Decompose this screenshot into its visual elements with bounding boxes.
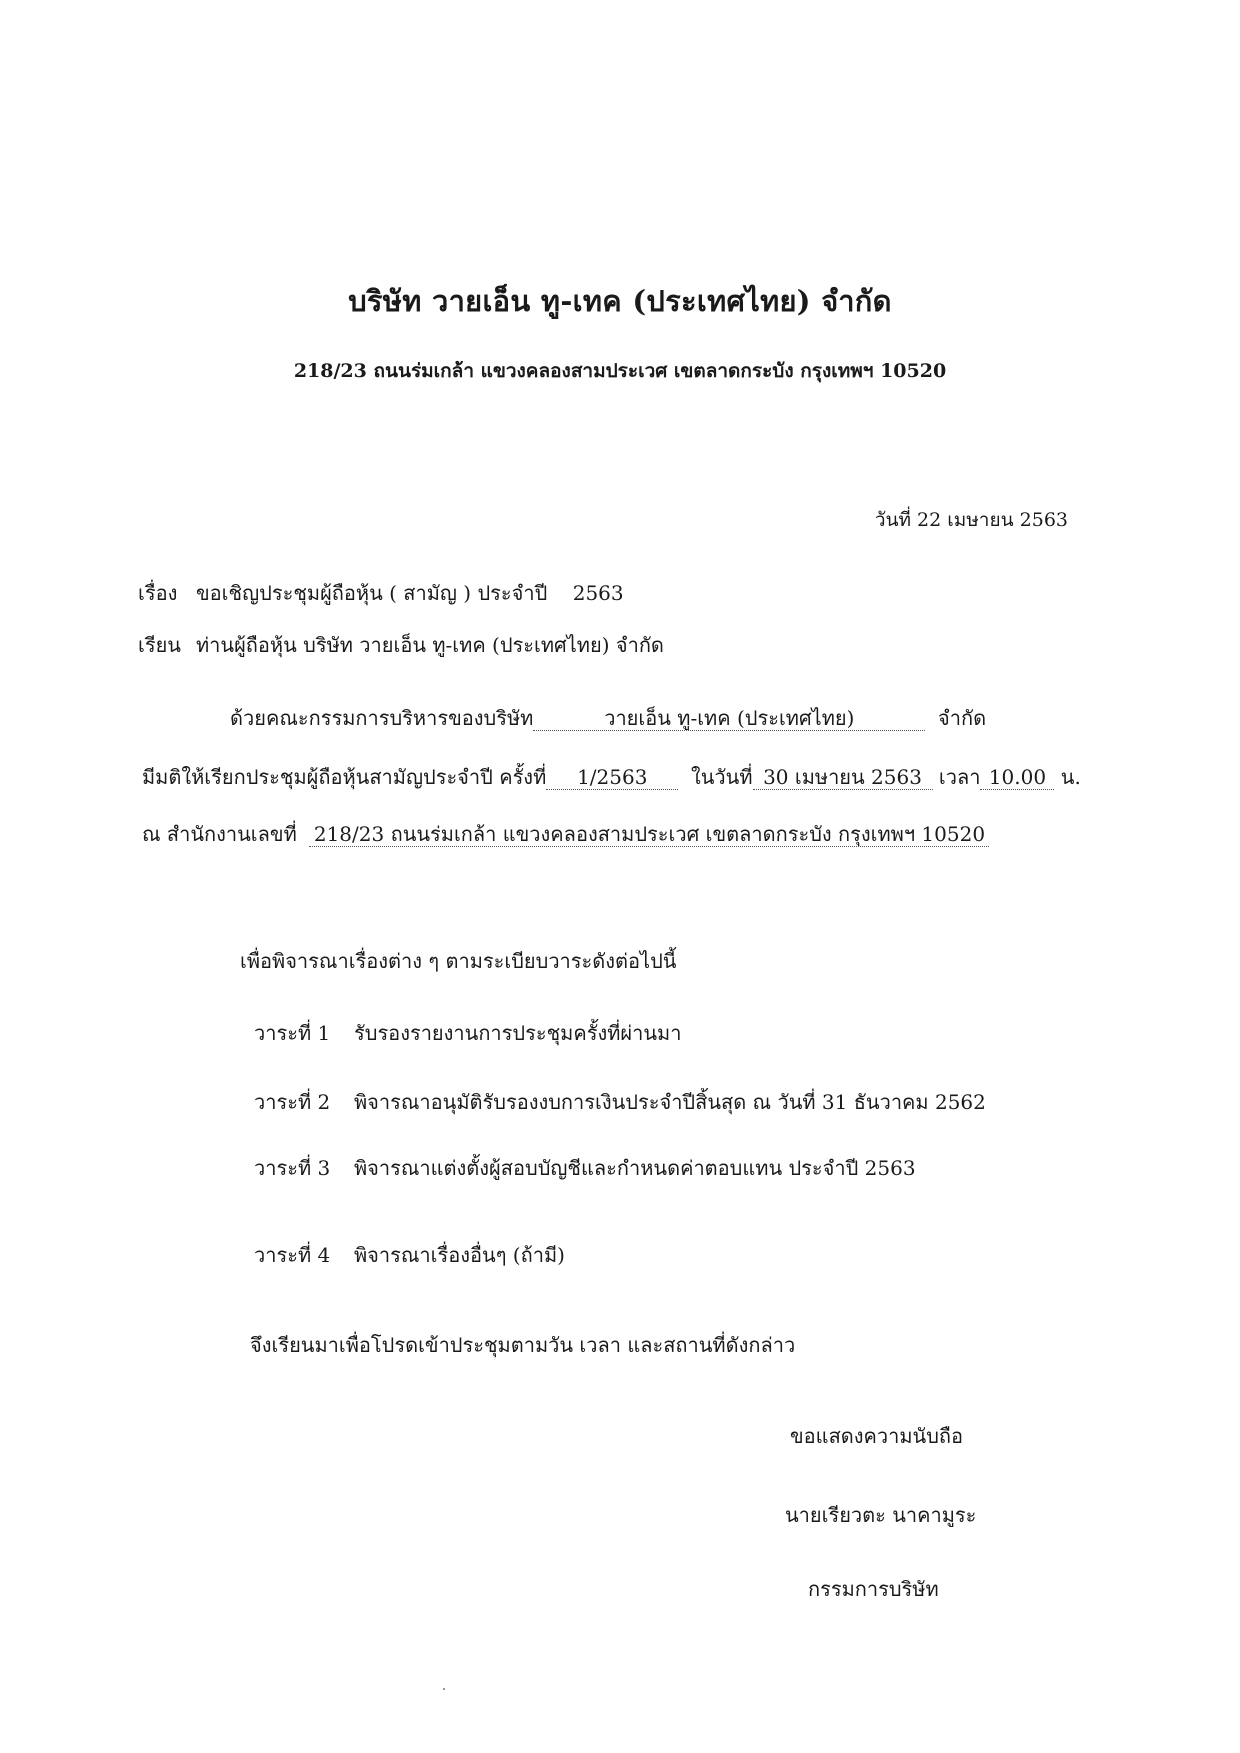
body-line-meeting [142, 761, 1081, 793]
meeting-date-field: 30 เมษายน 2563 [753, 766, 933, 790]
agenda-item [254, 1017, 681, 1049]
agenda-text: พิจารณาอนุมัติรับรองงบการเงินประจำปีสิ้นสุด ณ วันที่ 31 ธันวาคม 2562 [354, 1090, 986, 1114]
agenda-number: วาระที่ 2 [254, 1090, 331, 1114]
agenda-intro: เพื่อพิจารณาเรื่องต่าง ๆ ตามระเบียบวาระดังต่อไปนี้ [240, 949, 677, 973]
subject-text: ขอเชิญประชุมผู้ถือหุ้น ( สามัญ ) ประจำปี [196, 581, 548, 605]
recipient-label: เรียน [138, 633, 181, 657]
agenda-number: วาระที่ 4 [254, 1243, 331, 1267]
body-line-venue [142, 818, 989, 850]
company-name-heading: บริษัท วายเอ็น ทู-เทค (ประเทศไทย) จำกัด [348, 284, 892, 318]
agenda-number: วาระที่ 1 [254, 1021, 331, 1045]
body-line-board [230, 702, 986, 734]
agenda-item [254, 1152, 916, 1184]
meeting-time-field: 10.00 [980, 766, 1054, 790]
agenda-number: วาระที่ 3 [254, 1156, 331, 1180]
agenda-item [254, 1239, 565, 1271]
venue-field: 218/23 ถนนร่มเกล้า แขวงคลองสามประเวศ เขตลาดกระบัง กรุงเทพฯ 10520 [309, 823, 989, 847]
closing-paragraph: จึงเรียนมาเพื่อโปรดเข้าประชุมตามวัน เวลา และสถานที่ดังกล่าว [250, 1333, 796, 1357]
recipient-line [138, 629, 664, 661]
time-unit: น. [1060, 765, 1081, 789]
signatory-title: กรรมการบริษัท [808, 1577, 939, 1601]
subject-year: 2563 [572, 581, 624, 605]
line3-prefix: ณ สำนักงานเลขที่ [142, 822, 297, 846]
agenda-text: พิจารณาแต่งตั้งผู้สอบบัญชีและกำหนดค่าตอบแทน ประจำปี 2563 [354, 1156, 916, 1180]
on-date-label: ในวันที่ [690, 765, 753, 789]
meeting-no-field: 1/2563 [546, 766, 678, 790]
line2-prefix: มีมติให้เรียกประชุมผู้ถือหุ้นสามัญประจำปี ครั้งที่ [142, 765, 547, 789]
agenda-item [254, 1086, 986, 1118]
subject-line [138, 577, 624, 609]
signatory-name: นายเรียวตะ นาคามูระ [785, 1503, 977, 1527]
agenda-text: พิจารณาเรื่องอื่นๆ (ถ้ามี) [354, 1243, 565, 1267]
time-label: เวลา [938, 765, 981, 789]
letter-date: วันที่ 22 เมษายน 2563 [874, 509, 1068, 531]
line1-prefix: ด้วยคณะกรรมการบริหารของบริษัท [230, 706, 534, 730]
scan-speck [443, 1688, 445, 1690]
agenda-text: รับรองรายงานการประชุมครั้งที่ผ่านมา [354, 1021, 682, 1045]
company-fill-field: วายเอ็น ทู-เทค (ประเทศไทย) [533, 707, 925, 731]
subject-label: เรื่อง [138, 581, 178, 605]
signature-regards: ขอแสดงความนับถือ [790, 1424, 964, 1448]
line1-suffix: จำกัด [938, 706, 987, 730]
company-address: 218/23 ถนนร่มเกล้า แขวงคลองสามประเวศ เขตลาดกระบัง กรุงเทพฯ 10520 [293, 360, 947, 382]
recipient-text: ท่านผู้ถือหุ้น บริษัท วายเอ็น ทู-เทค (ประเทศไทย) จำกัด [196, 633, 664, 657]
